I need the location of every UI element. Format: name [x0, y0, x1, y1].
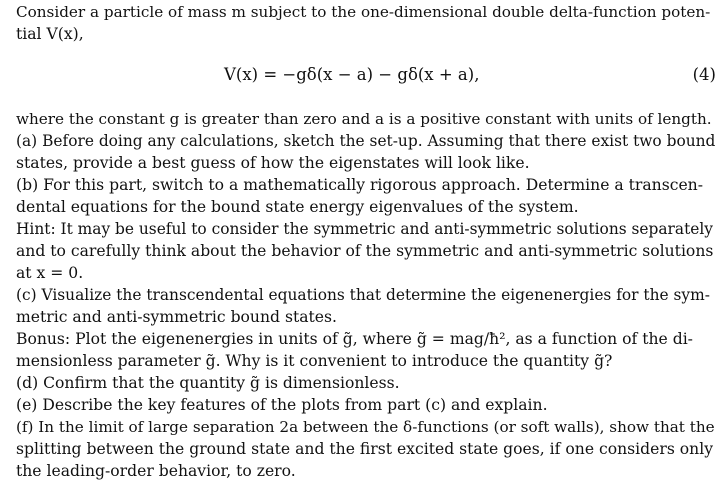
part-b-line: (b) For this part, switch to a mathematically rigorous approach. Determine a transcen- [16, 176, 703, 194]
text-line: splitting between the ground state and the first excited state goes, if one considers only [16, 440, 714, 458]
text-line: tial V(x), [16, 25, 84, 43]
equation-row [16, 64, 716, 86]
part-c-line: (c) Visualize the transcendental equations that determine the eigenenergies for the sym- [16, 286, 710, 304]
text-line: Consider a particle of mass m subject to the one-dimensional double delta-function poten- [16, 3, 711, 21]
part-f-line: (f) In the limit of large separation 2a between the δ-functions (or soft walls), show that the [16, 418, 715, 436]
text-line: where the constant g is greater than zero and a is a positive constant with units of length. [16, 110, 712, 128]
text-line: the leading-order behavior, to zero. [16, 462, 296, 480]
part-d-line: (d) Confirm that the quantity g̃ is dimensionless. [16, 374, 400, 392]
text-line: states, provide a best guess of how the eigenstates will look like. [16, 154, 530, 172]
equation: V(x) = −gδ(x − a) − gδ(x + a), [224, 65, 480, 84]
hint-line: Hint: It may be useful to consider the symmetric and anti-symmetric solutions separately [16, 220, 714, 238]
text-line: metric and anti-symmetric bound states. [16, 308, 337, 326]
part-a-line: (a) Before doing any calculations, sketch the set-up. Assuming that there exist two bound [16, 132, 716, 150]
text-line: mensionless parameter g̃. Why is it convenient to introduce the quantity g̃? [16, 352, 613, 370]
part-e-line: (e) Describe the key features of the plots from part (c) and explain. [16, 396, 548, 414]
text-line: dental equations for the bound state energy eigenvalues of the system. [16, 198, 579, 216]
equation-number: (4) [692, 65, 716, 84]
bonus-line: Bonus: Plot the eigenenergies in units of g̃, where g̃ = mag/ħ², as a function of the di- [16, 330, 693, 348]
text-line: at x = 0. [16, 264, 84, 282]
text-line: and to carefully think about the behavior of the symmetric and anti-symmetric solutions [16, 242, 714, 260]
